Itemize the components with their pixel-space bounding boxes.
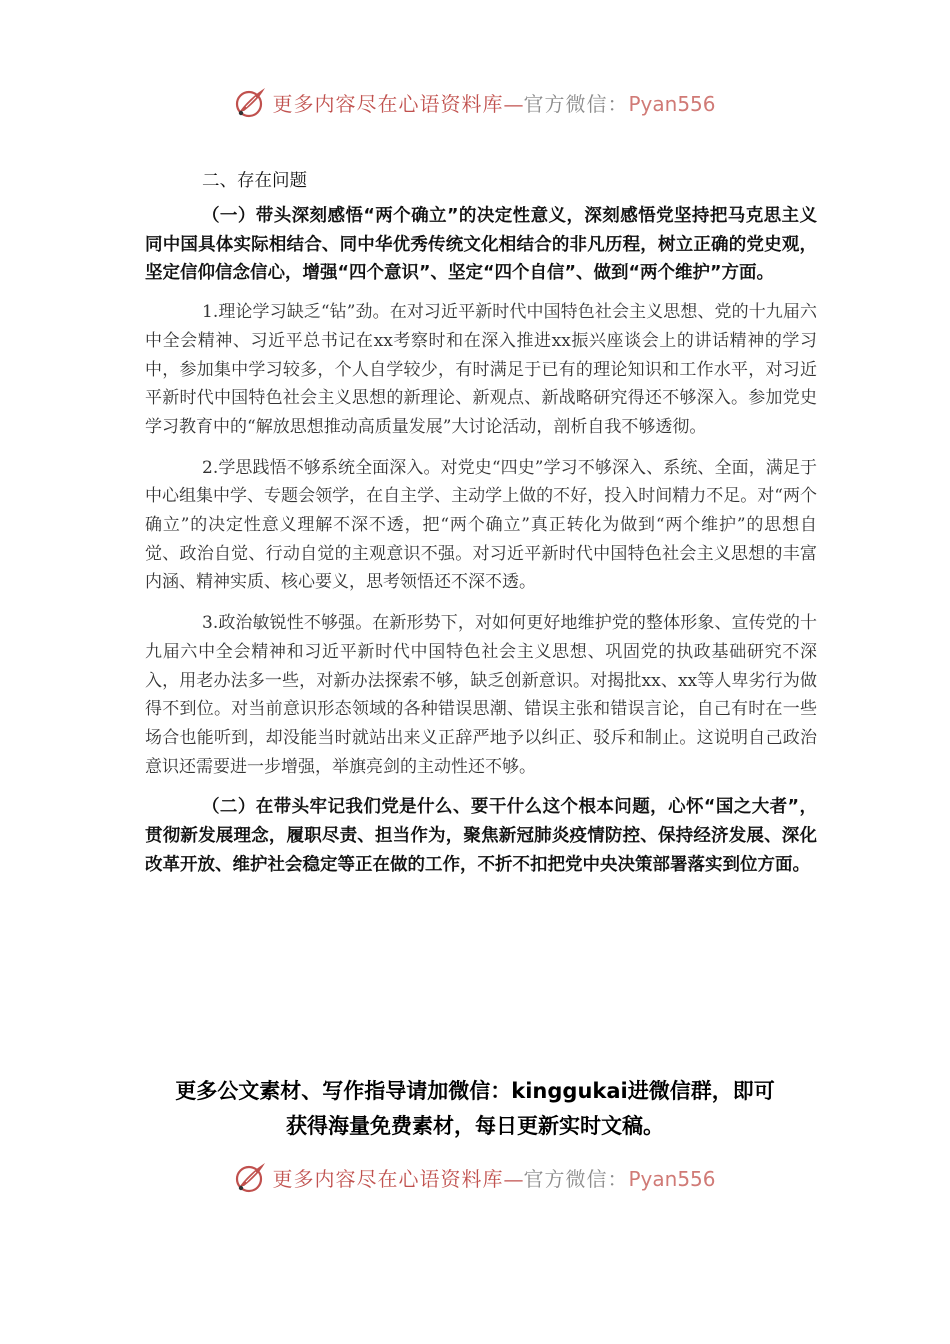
quill-logo-icon <box>234 1160 268 1194</box>
footer-account: Pyan556 <box>628 1166 716 1191</box>
footer-banner <box>0 1157 950 1197</box>
quill-logo-icon <box>234 85 268 119</box>
promo-line-1: 更多公文素材、写作指导请加微信：kinggukai进微信群，即可 <box>175 1079 775 1103</box>
item-3-paragraph: 3.政治敏锐性不够强。在新形势下，对如何更好地维护党的整体形象、宣传党的十九届六中全会精神和习近平新时代中国特色社会主义思想、巩固党的执政基础研究不深入，用老办法多一些，对新办法探索不够，缺乏创新意识。对揭批xx、xx等人卑劣行为做得不到位。对当前意识形态领域的各种错误思潮、错误主张和错误言论，自己有时在一些场合也能听到，却没能当时就站出来义正辞严地予以纠正、驳斥和制止。这说明自己政治意识还需要进一步增强，举旗亮剑的主动性还不够。 <box>145 613 817 777</box>
banner-site-text: 更多内容尽在心语资料库 <box>272 91 504 116</box>
promo-block <box>130 1074 820 1144</box>
footer-separator: — <box>503 1166 524 1191</box>
document-body <box>145 166 817 889</box>
footer-banner-content <box>234 1160 715 1194</box>
banner-content <box>234 85 715 119</box>
item-2-paragraph: 2.学思践悟不够系统全面深入。对党史“四史”学习不够深入、系统、全面，满足于中心组集中学、专题会领学，在自主学、主动学上做的不好，投入时间精力不足。对“两个确立”的决定性意义理解不深不透，把“两个确立”真正转化为做到“两个维护”的思想自觉、政治自觉、行动自觉的主观意识不强。对习近平新时代中国特色社会主义思想的丰富内涵、精神实质、核心要义，思考领悟还不深不透。 <box>145 457 817 593</box>
subsection-1-title: （一）带头深刻感悟“两个确立”的决定性意义，深刻感悟党坚持把马克思主义同中国具体实际相结合、同中华优秀传统文化相结合的非凡历程，树立正确的党史观，坚定信仰信念信心，增强“四个意识”、坚定“四个自信”、做到“两个维护”方面。 <box>145 206 817 284</box>
footer-site-text: 更多内容尽在心语资料库 <box>272 1166 504 1191</box>
item-1-paragraph: 1.理论学习缺乏“钻”劲。在对习近平新时代中国特色社会主义思想、党的十九届六中全会精神、习近平总书记在xx考察时和在深入推进xx振兴座谈会上的讲话精神的学习中，参加集中学习较多，个人自学较少，有时满足于已有的理论知识和工作水平，对习近平新时代中国特色社会主义思想的新理论、新观点、新战略研究得还不够深入。参加党史学习教育中的“解放思想推动高质量发展”大讨论活动，剖析自我不够透彻。 <box>145 302 817 437</box>
banner-separator: — <box>503 91 524 116</box>
footer-wechat-label: 官方微信： <box>523 1166 629 1191</box>
banner-wechat-label: 官方微信： <box>523 91 629 116</box>
promo-line-2: 获得海量免费素材，每日更新实时文稿。 <box>286 1114 664 1138</box>
section-heading: 二、存在问题 <box>202 171 307 191</box>
banner-account: Pyan556 <box>628 91 716 116</box>
subsection-2-title: （二）在带头牢记我们党是什么、要干什么这个根本问题，心怀“国之大者”，贯彻新发展理念，履职尽责、担当作为，聚焦新冠肺炎疫情防控、保持经济发展、深化改革开放、维护社会稳定等正在做的工作，不折不扣把党中央决策部署落实到位方面。 <box>145 797 817 875</box>
footer-banner-text <box>272 1163 715 1192</box>
header-banner <box>0 82 950 122</box>
banner-text <box>272 88 715 117</box>
